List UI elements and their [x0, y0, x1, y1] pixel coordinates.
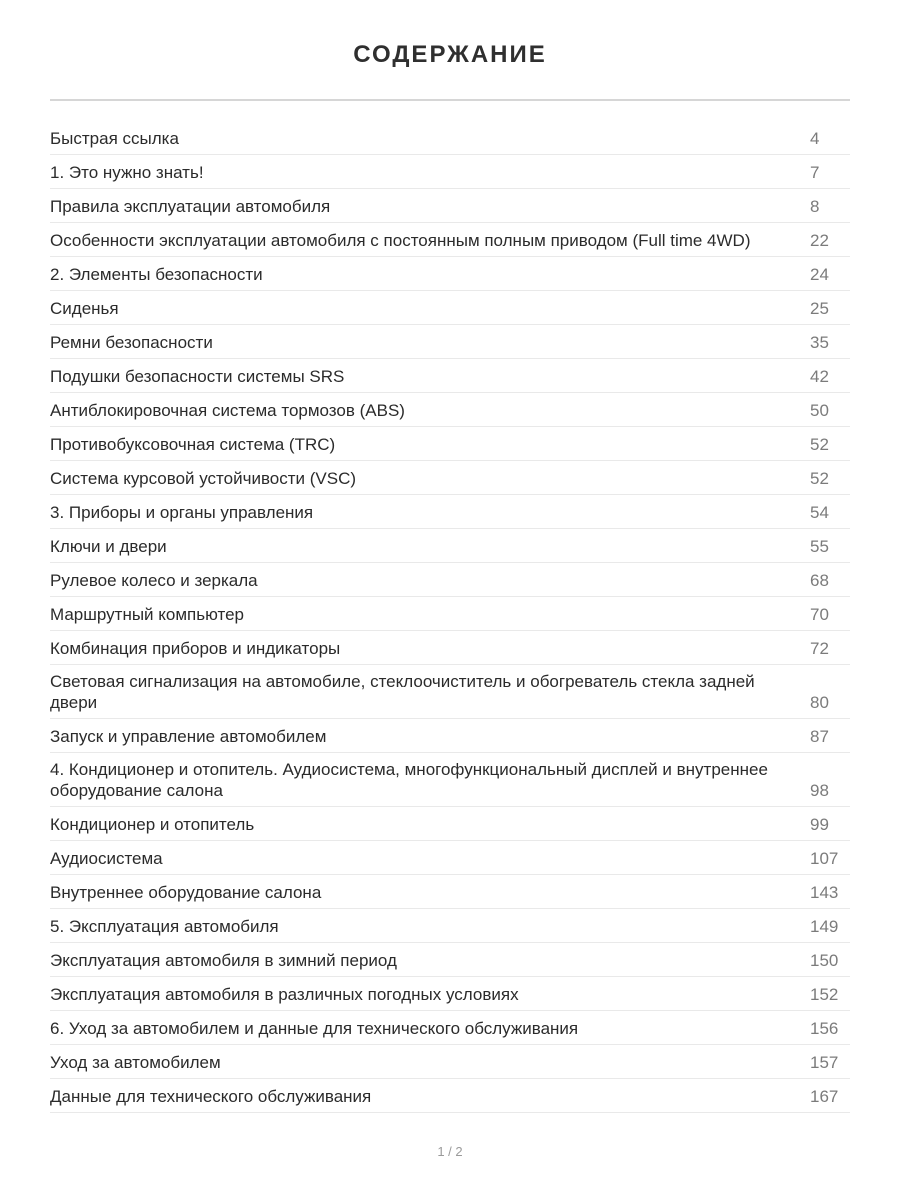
- toc-entry-label[interactable]: Запуск и управление автомобилем: [50, 727, 327, 746]
- toc-entry[interactable]: [50, 563, 850, 597]
- toc-entry-page-number: 52: [810, 469, 829, 488]
- toc-entry-page-number: 80: [810, 693, 829, 712]
- toc-entry-label[interactable]: Аудиосистема: [50, 849, 163, 868]
- toc-entry[interactable]: [50, 597, 850, 631]
- toc-entry-label[interactable]: Рулевое колесо и зеркала: [50, 571, 258, 590]
- toc-entry-page-number: 54: [810, 503, 829, 522]
- toc-entry-label[interactable]: Эксплуатация автомобиля в различных погодных условиях: [50, 985, 519, 1004]
- toc-entry[interactable]: [50, 427, 850, 461]
- title-divider: [50, 99, 850, 101]
- toc-entry-label[interactable]: Сиденья: [50, 299, 119, 318]
- toc-entry-label[interactable]: 6. Уход за автомобилем и данные для технического обслуживания: [50, 1019, 579, 1038]
- toc-entry-page-number: 152: [810, 985, 839, 1004]
- page-title: СОДЕРЖАНИЕ: [353, 41, 547, 68]
- table-of-contents: [50, 121, 850, 1113]
- toc-entry-label[interactable]: Правила эксплуатации автомобиля: [50, 197, 331, 216]
- toc-entry[interactable]: [50, 943, 850, 977]
- toc-entry-label[interactable]: 2. Элементы безопасности: [50, 265, 263, 284]
- toc-entry[interactable]: [50, 1011, 850, 1045]
- toc-entry[interactable]: [50, 753, 850, 807]
- toc-entry[interactable]: [50, 875, 850, 909]
- toc-entry-page-number: 157: [810, 1053, 839, 1072]
- toc-entry[interactable]: [50, 325, 850, 359]
- toc-entry[interactable]: [50, 291, 850, 325]
- toc-entry-label[interactable]: Противобуксовочная система (TRC): [50, 435, 336, 454]
- toc-entry[interactable]: [50, 807, 850, 841]
- toc-entry[interactable]: [50, 461, 850, 495]
- toc-entry-label[interactable]: Особенности эксплуатации автомобиля с постоянным полным приводом (Full time 4WD): [50, 231, 751, 250]
- toc-entry-page-number: 7: [810, 163, 820, 182]
- toc-entry[interactable]: [50, 909, 850, 943]
- toc-entry[interactable]: [50, 1079, 850, 1113]
- toc-entry-label[interactable]: Комбинация приборов и индикаторы: [50, 639, 341, 658]
- toc-entry-page-number: 143: [810, 883, 839, 902]
- toc-entry[interactable]: [50, 977, 850, 1011]
- toc-entry[interactable]: [50, 257, 850, 291]
- toc-entry[interactable]: [50, 529, 850, 563]
- toc-entry-page-number: 24: [810, 265, 829, 284]
- toc-entry-page-number: 72: [810, 639, 829, 658]
- toc-entry-label[interactable]: Данные для технического обслуживания: [50, 1087, 372, 1106]
- toc-entry-page-number: 50: [810, 401, 829, 420]
- toc-entry-page-number: 8: [810, 197, 820, 216]
- toc-entry-label[interactable]: 5. Эксплуатация автомобиля: [50, 917, 279, 936]
- toc-entry-label[interactable]: Подушки безопасности системы SRS: [50, 367, 345, 386]
- toc-entry-label[interactable]: Быстрая ссылка: [50, 129, 179, 148]
- toc-entry[interactable]: [50, 631, 850, 665]
- toc-entry-page-number: 107: [810, 849, 839, 868]
- toc-entry-page-number: 149: [810, 917, 839, 936]
- toc-entry-label[interactable]: Ремни безопасности: [50, 333, 213, 352]
- toc-entry[interactable]: [50, 495, 850, 529]
- toc-entry-page-number: 42: [810, 367, 829, 386]
- toc-entry-page-number: 99: [810, 815, 829, 834]
- toc-entry[interactable]: [50, 189, 850, 223]
- toc-entry[interactable]: [50, 841, 850, 875]
- toc-entry-label[interactable]: Световая сигнализация на автомобиле, стеклоочиститель и обогреватель стекла задней двери: [50, 672, 755, 712]
- toc-entry-page-number: 156: [810, 1019, 839, 1038]
- toc-entry-label[interactable]: Ключи и двери: [50, 537, 167, 556]
- toc-entry-page-number: 25: [810, 299, 829, 318]
- toc-entry-label[interactable]: Система курсовой устойчивости (VSC): [50, 469, 357, 488]
- toc-entry-page-number: 55: [810, 537, 829, 556]
- toc-entry[interactable]: [50, 393, 850, 427]
- toc-entry-page-number: 68: [810, 571, 829, 590]
- toc-entry[interactable]: [50, 223, 850, 257]
- toc-entry-page-number: 70: [810, 605, 829, 624]
- toc-entry-label[interactable]: 3. Приборы и органы управления: [50, 503, 314, 522]
- toc-entry-page-number: 150: [810, 951, 839, 970]
- toc-entry-label[interactable]: Антиблокировочная система тормозов (ABS): [50, 401, 405, 420]
- toc-entry-label[interactable]: 1. Это нужно знать!: [50, 163, 204, 182]
- toc-entry-label[interactable]: Маршрутный компьютер: [50, 605, 244, 624]
- toc-entry[interactable]: [50, 155, 850, 189]
- page-indicator: 1 / 2: [437, 1144, 463, 1159]
- toc-entry[interactable]: [50, 1045, 850, 1079]
- toc-entry-page-number: 98: [810, 781, 829, 800]
- toc-entry[interactable]: [50, 359, 850, 393]
- toc-entry-page-number: 4: [810, 129, 820, 148]
- toc-entry-page-number: 35: [810, 333, 829, 352]
- toc-entry[interactable]: [50, 665, 850, 719]
- toc-entry-label[interactable]: Уход за автомобилем: [50, 1053, 221, 1072]
- toc-entry-page-number: 52: [810, 435, 829, 454]
- toc-entry-page-number: 87: [810, 727, 829, 746]
- toc-entry-label[interactable]: 4. Кондиционер и отопитель. Аудиосистема, многофункциональный дисплей и внутреннее оборудование салона: [50, 760, 768, 800]
- document-page: [50, 0, 850, 1113]
- toc-entry-label[interactable]: Кондиционер и отопитель: [50, 815, 255, 834]
- toc-entry[interactable]: [50, 121, 850, 155]
- toc-entry-label[interactable]: Эксплуатация автомобиля в зимний период: [50, 951, 397, 970]
- toc-entry-page-number: 22: [810, 231, 829, 250]
- toc-entry-page-number: 167: [810, 1087, 839, 1106]
- toc-entry[interactable]: [50, 719, 850, 753]
- toc-entry-label[interactable]: Внутреннее оборудование салона: [50, 883, 322, 902]
